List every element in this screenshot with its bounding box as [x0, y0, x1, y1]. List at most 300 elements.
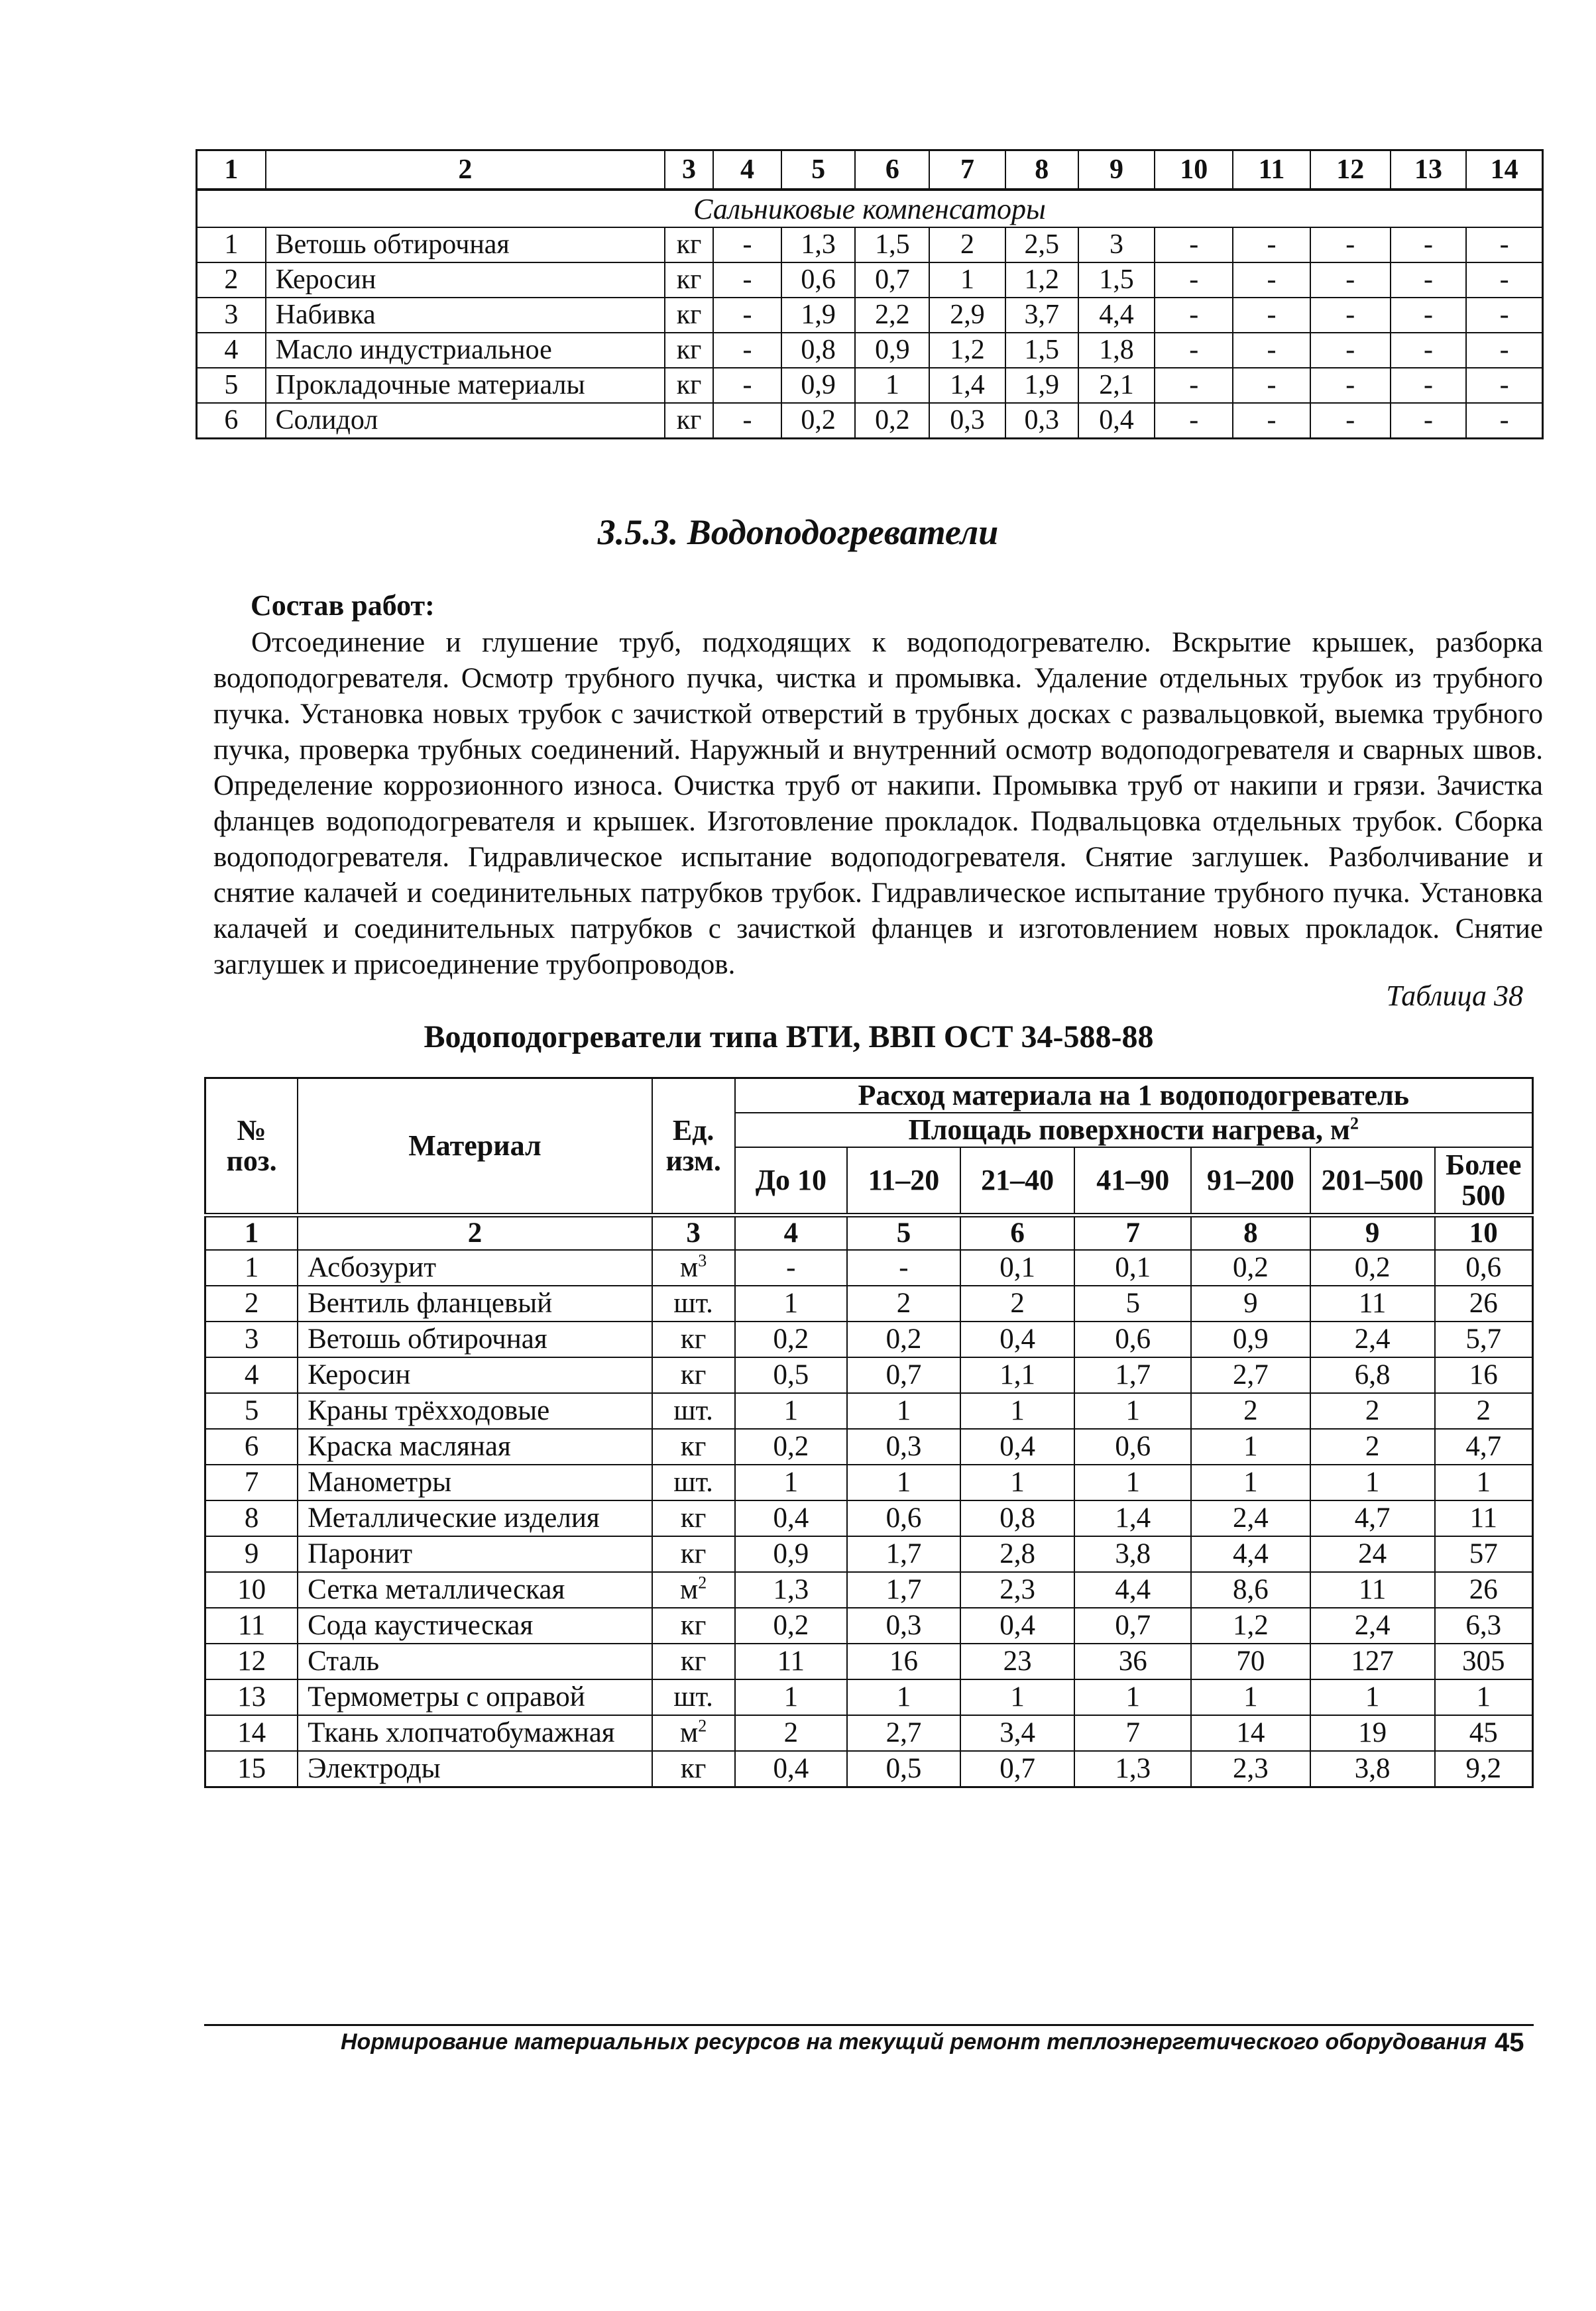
- consumption-header: Расход материала на 1 водоподогреватель: [735, 1078, 1533, 1113]
- table-row: [205, 1751, 1533, 1787]
- table-cell: -: [1466, 298, 1542, 333]
- table-cell: -: [1310, 333, 1391, 368]
- value-cell: 1,7: [1074, 1357, 1191, 1393]
- value-cell: 2: [847, 1286, 960, 1322]
- value-cell: 1: [735, 1679, 848, 1715]
- table-number: Таблица 38: [1386, 980, 1523, 1012]
- value-cell: 19: [1310, 1715, 1435, 1751]
- table-row: [205, 1644, 1533, 1679]
- value-cell: 0,6: [1435, 1250, 1533, 1286]
- unit-cell: $м^2$: [652, 1572, 735, 1608]
- material-header: Материал: [298, 1078, 652, 1215]
- value-cell: 4,7: [1435, 1429, 1533, 1465]
- table-cell: 1,5: [1078, 262, 1155, 298]
- value-cell: 0,4: [960, 1322, 1075, 1357]
- value-cell: 0,2: [735, 1608, 848, 1644]
- value-cell: 1: [1074, 1679, 1191, 1715]
- position-cell: 9: [205, 1536, 298, 1572]
- value-cell: 6,8: [1310, 1357, 1435, 1393]
- unit-cell: $м^2$: [652, 1715, 735, 1751]
- value-cell: 16: [847, 1644, 960, 1679]
- column-number: 7: [929, 150, 1005, 190]
- table-row: [197, 298, 1543, 333]
- table-cell: 0,3: [929, 403, 1005, 439]
- value-cell: 0,7: [847, 1357, 960, 1393]
- column-number: 2: [298, 1215, 652, 1251]
- page-number: 45: [1495, 2028, 1524, 2057]
- value-cell: 1,1: [960, 1357, 1075, 1393]
- footer-rule: [204, 2024, 1534, 2026]
- value-cell: 4,7: [1310, 1500, 1435, 1536]
- table-cell: -: [1233, 262, 1310, 298]
- column-number: 6: [960, 1215, 1075, 1251]
- table-cell: -: [1233, 298, 1310, 333]
- value-cell: 2,7: [1191, 1357, 1310, 1393]
- value-cell: 1: [735, 1286, 848, 1322]
- material-name: Асбозурит: [298, 1250, 652, 1286]
- position-cell: 13: [205, 1679, 298, 1715]
- table-cell: 2: [197, 262, 266, 298]
- value-cell: 305: [1435, 1644, 1533, 1679]
- value-cell: 1: [735, 1465, 848, 1500]
- value-cell: 0,4: [960, 1429, 1075, 1465]
- value-cell: 36: [1074, 1644, 1191, 1679]
- position-header: № поз.: [205, 1078, 298, 1215]
- table-cell: 1,5: [855, 227, 929, 262]
- table-row: [197, 368, 1543, 403]
- column-number: 8: [1005, 150, 1078, 190]
- material-name: Металлические изделия: [298, 1500, 652, 1536]
- position-cell: 12: [205, 1644, 298, 1679]
- table-row: [205, 1536, 1533, 1572]
- table-row: [205, 1679, 1533, 1715]
- gland-compensators-table: [196, 149, 1544, 439]
- heating-area-header: Площадь поверхности нагрева, $м^2$: [735, 1113, 1533, 1147]
- column-number: 7: [1074, 1215, 1191, 1251]
- table-row: [205, 1715, 1533, 1751]
- table-cell: -: [1310, 403, 1391, 439]
- value-cell: 3,8: [1310, 1751, 1435, 1787]
- column-number: 12: [1310, 150, 1391, 190]
- table-cell: 1: [855, 368, 929, 403]
- value-cell: 1: [1310, 1465, 1435, 1500]
- unit-cell: шт.: [652, 1679, 735, 1715]
- column-number-row: [197, 150, 1543, 190]
- value-cell: 2: [1191, 1393, 1310, 1429]
- table-cell: кг: [665, 333, 713, 368]
- unit-cell: шт.: [652, 1286, 735, 1322]
- value-cell: 1,2: [1191, 1608, 1310, 1644]
- table-cell: 1,3: [781, 227, 855, 262]
- table-caption: Водоподогреватели типа ВТИ, ВВП ОСТ 34-588-88: [424, 1019, 1154, 1054]
- value-cell: 3,4: [960, 1715, 1075, 1751]
- value-cell: 0,6: [1074, 1322, 1191, 1357]
- range-header: 41–90: [1074, 1147, 1191, 1215]
- table-cell: -: [713, 262, 781, 298]
- value-cell: 14: [1191, 1715, 1310, 1751]
- column-number: 13: [1391, 150, 1466, 190]
- range-header: 21–40: [960, 1147, 1075, 1215]
- material-name: Масло индустриальное: [266, 333, 665, 368]
- table-cell: -: [1233, 333, 1310, 368]
- unit-header: Ед. изм.: [652, 1078, 735, 1215]
- table-row: [197, 227, 1543, 262]
- value-cell: 2: [1435, 1393, 1533, 1429]
- material-name: Ветошь обтирочная: [266, 227, 665, 262]
- column-number: 9: [1310, 1215, 1435, 1251]
- unit-cell: кг: [652, 1322, 735, 1357]
- value-cell: 0,9: [1191, 1322, 1310, 1357]
- table-cell: -: [713, 298, 781, 333]
- column-number: 3: [665, 150, 713, 190]
- value-cell: 127: [1310, 1644, 1435, 1679]
- value-cell: 1: [1074, 1393, 1191, 1429]
- position-cell: 10: [205, 1572, 298, 1608]
- range-header: До 10: [735, 1147, 848, 1215]
- table-cell: 4: [197, 333, 266, 368]
- value-cell: 2: [735, 1715, 848, 1751]
- table-cell: 0,4: [1078, 403, 1155, 439]
- value-cell: 0,7: [960, 1751, 1075, 1787]
- value-cell: 23: [960, 1644, 1075, 1679]
- value-cell: 70: [1191, 1644, 1310, 1679]
- table-row: [205, 1429, 1533, 1465]
- material-name: Манометры: [298, 1465, 652, 1500]
- value-cell: 4,4: [1074, 1572, 1191, 1608]
- value-cell: 8,6: [1191, 1572, 1310, 1608]
- material-name: Сталь: [298, 1644, 652, 1679]
- value-cell: 0,2: [1191, 1250, 1310, 1286]
- material-name: Прокладочные материалы: [266, 368, 665, 403]
- position-cell: 3: [205, 1322, 298, 1357]
- unit-cell: кг: [652, 1644, 735, 1679]
- value-cell: 5,7: [1435, 1322, 1533, 1357]
- table-cell: -: [1155, 368, 1233, 403]
- table-cell: -: [1391, 368, 1466, 403]
- table-row: [205, 1322, 1533, 1357]
- value-cell: 1,3: [1074, 1751, 1191, 1787]
- value-cell: 0,3: [847, 1608, 960, 1644]
- column-number: 14: [1466, 150, 1542, 190]
- value-cell: 0,6: [1074, 1429, 1191, 1465]
- table-cell: -: [1155, 262, 1233, 298]
- table-cell: 0,8: [781, 333, 855, 368]
- value-cell: 2,7: [847, 1715, 960, 1751]
- table-cell: кг: [665, 368, 713, 403]
- value-cell: 2: [1310, 1429, 1435, 1465]
- column-number: 5: [847, 1215, 960, 1251]
- material-name: Ветошь обтирочная: [298, 1322, 652, 1357]
- value-cell: 1: [1435, 1465, 1533, 1500]
- table-cell: -: [1391, 403, 1466, 439]
- value-cell: 2,4: [1191, 1500, 1310, 1536]
- value-cell: 6,3: [1435, 1608, 1533, 1644]
- table-cell: -: [1310, 298, 1391, 333]
- value-cell: 9,2: [1435, 1751, 1533, 1787]
- table-cell: 0,9: [855, 333, 929, 368]
- value-cell: 1: [847, 1393, 960, 1429]
- table-row: [205, 1465, 1533, 1500]
- table-cell: -: [1391, 298, 1466, 333]
- value-cell: 2,3: [1191, 1751, 1310, 1787]
- value-cell: 2,4: [1310, 1608, 1435, 1644]
- table-cell: -: [1310, 368, 1391, 403]
- table-row: [197, 262, 1543, 298]
- value-cell: 0,7: [1074, 1608, 1191, 1644]
- value-cell: 1: [1191, 1679, 1310, 1715]
- value-cell: 2,3: [960, 1572, 1075, 1608]
- work-scope-heading: Состав работ:: [251, 589, 435, 622]
- column-number: 10: [1155, 150, 1233, 190]
- value-cell: 1: [960, 1393, 1075, 1429]
- value-cell: 1: [847, 1465, 960, 1500]
- column-number: 10: [1435, 1215, 1533, 1251]
- material-name: Солидол: [266, 403, 665, 439]
- material-name: Сода каустическая: [298, 1608, 652, 1644]
- position-cell: 5: [205, 1393, 298, 1429]
- material-name: Термометры с оправой: [298, 1679, 652, 1715]
- value-cell: 24: [1310, 1536, 1435, 1572]
- table-row: [205, 1286, 1533, 1322]
- unit-cell: шт.: [652, 1465, 735, 1500]
- section-title: 3.5.3. Водоподогреватели: [597, 512, 999, 552]
- table-row: [205, 1357, 1533, 1393]
- table-row: [205, 1608, 1533, 1644]
- value-cell: 0,4: [960, 1608, 1075, 1644]
- position-cell: 2: [205, 1286, 298, 1322]
- value-cell: 1: [1435, 1679, 1533, 1715]
- table-cell: 4,4: [1078, 298, 1155, 333]
- table-cell: -: [713, 403, 781, 439]
- table-cell: 0,2: [855, 403, 929, 439]
- value-cell: 1: [1191, 1429, 1310, 1465]
- position-cell: 8: [205, 1500, 298, 1536]
- material-name: Паронит: [298, 1536, 652, 1572]
- value-cell: 0,1: [960, 1250, 1075, 1286]
- value-cell: 1: [1074, 1465, 1191, 1500]
- table-cell: 6: [197, 403, 266, 439]
- position-cell: 6: [205, 1429, 298, 1465]
- table-row: [205, 1572, 1533, 1608]
- table-section-title: Сальниковые компенсаторы: [197, 190, 1543, 227]
- column-number: 5: [781, 150, 855, 190]
- table-row: [205, 1500, 1533, 1536]
- table-cell: -: [1155, 298, 1233, 333]
- value-cell: 0,2: [1310, 1250, 1435, 1286]
- table-cell: -: [1233, 368, 1310, 403]
- table-cell: -: [1391, 333, 1466, 368]
- value-cell: 0,9: [735, 1536, 848, 1572]
- table-cell: 1: [929, 262, 1005, 298]
- table-cell: 2,5: [1005, 227, 1078, 262]
- value-cell: 0,6: [847, 1500, 960, 1536]
- unit-cell: кг: [652, 1500, 735, 1536]
- value-cell: 26: [1435, 1572, 1533, 1608]
- table-cell: 1,5: [1005, 333, 1078, 368]
- table-cell: -: [1466, 262, 1542, 298]
- table-cell: 1,4: [929, 368, 1005, 403]
- table-cell: -: [1466, 403, 1542, 439]
- table-cell: 1,8: [1078, 333, 1155, 368]
- table-cell: 1,2: [929, 333, 1005, 368]
- position-cell: 15: [205, 1751, 298, 1787]
- table-cell: -: [1391, 262, 1466, 298]
- value-cell: 2,8: [960, 1536, 1075, 1572]
- table-cell: -: [1233, 227, 1310, 262]
- column-number: 11: [1233, 150, 1310, 190]
- material-name: Электроды: [298, 1751, 652, 1787]
- water-heaters-table: [204, 1077, 1534, 1788]
- table-row: [197, 403, 1543, 439]
- table-cell: -: [1233, 403, 1310, 439]
- unit-cell: кг: [652, 1357, 735, 1393]
- table-cell: 0,2: [781, 403, 855, 439]
- value-cell: 3,8: [1074, 1536, 1191, 1572]
- table-row: [205, 1250, 1533, 1286]
- value-cell: 0,1: [1074, 1250, 1191, 1286]
- table-cell: -: [1155, 227, 1233, 262]
- table-cell: кг: [665, 298, 713, 333]
- value-cell: 1: [847, 1679, 960, 1715]
- unit-cell: кг: [652, 1751, 735, 1787]
- footer-title: Нормирование материальных ресурсов на текущий ремонт теплоэнергетического оборудования: [341, 2029, 1487, 2055]
- material-name: Краны трёхходовые: [298, 1393, 652, 1429]
- value-cell: 45: [1435, 1715, 1533, 1751]
- table-cell: 5: [197, 368, 266, 403]
- table-cell: 1,2: [1005, 262, 1078, 298]
- value-cell: 0,3: [847, 1429, 960, 1465]
- value-cell: -: [847, 1250, 960, 1286]
- value-cell: 4,4: [1191, 1536, 1310, 1572]
- unit-cell: кг: [652, 1608, 735, 1644]
- value-cell: 0,5: [735, 1357, 848, 1393]
- value-cell: 5: [1074, 1286, 1191, 1322]
- value-cell: 0,2: [735, 1322, 848, 1357]
- table-cell: 1: [197, 227, 266, 262]
- value-cell: 0,2: [735, 1429, 848, 1465]
- value-cell: 1: [1191, 1465, 1310, 1500]
- unit-cell: шт.: [652, 1393, 735, 1429]
- unit-cell: кг: [652, 1429, 735, 1465]
- material-name: Керосин: [266, 262, 665, 298]
- table-cell: -: [1310, 262, 1391, 298]
- column-number: 1: [197, 150, 266, 190]
- column-number: 4: [735, 1215, 848, 1251]
- table-cell: 3: [197, 298, 266, 333]
- table-cell: -: [713, 227, 781, 262]
- position-cell: 4: [205, 1357, 298, 1393]
- value-cell: 11: [1435, 1500, 1533, 1536]
- column-number: 3: [652, 1215, 735, 1251]
- table-cell: -: [713, 333, 781, 368]
- value-cell: 11: [1310, 1286, 1435, 1322]
- table-cell: 2,1: [1078, 368, 1155, 403]
- position-cell: 1: [205, 1250, 298, 1286]
- material-name: Краска масляная: [298, 1429, 652, 1465]
- value-cell: 11: [735, 1644, 848, 1679]
- value-cell: 1: [960, 1465, 1075, 1500]
- value-cell: 2: [960, 1286, 1075, 1322]
- value-cell: 1,3: [735, 1572, 848, 1608]
- table-cell: -: [1466, 333, 1542, 368]
- value-cell: 16: [1435, 1357, 1533, 1393]
- column-number: 9: [1078, 150, 1155, 190]
- position-cell: 11: [205, 1608, 298, 1644]
- table-cell: -: [1391, 227, 1466, 262]
- table-row: [197, 333, 1543, 368]
- range-header: 91–200: [1191, 1147, 1310, 1215]
- table-cell: 0,7: [855, 262, 929, 298]
- table-cell: 0,3: [1005, 403, 1078, 439]
- table-cell: кг: [665, 262, 713, 298]
- value-cell: 1,4: [1074, 1500, 1191, 1536]
- position-cell: 14: [205, 1715, 298, 1751]
- table-cell: 0,6: [781, 262, 855, 298]
- value-cell: 1: [735, 1393, 848, 1429]
- table-cell: -: [1466, 368, 1542, 403]
- table-cell: -: [1466, 227, 1542, 262]
- value-cell: 0,2: [847, 1322, 960, 1357]
- material-name: Керосин: [298, 1357, 652, 1393]
- value-cell: 26: [1435, 1286, 1533, 1322]
- column-number: 4: [713, 150, 781, 190]
- material-name: Вентиль фланцевый: [298, 1286, 652, 1322]
- value-cell: 0,8: [960, 1500, 1075, 1536]
- table-cell: 1,9: [1005, 368, 1078, 403]
- table-cell: 3: [1078, 227, 1155, 262]
- value-cell: 11: [1310, 1572, 1435, 1608]
- table-cell: кг: [665, 227, 713, 262]
- column-number: 8: [1191, 1215, 1310, 1251]
- range-header: Более 500: [1435, 1147, 1533, 1215]
- table-cell: -: [713, 368, 781, 403]
- column-number: 6: [855, 150, 929, 190]
- value-cell: 57: [1435, 1536, 1533, 1572]
- value-cell: 1: [1310, 1679, 1435, 1715]
- table-cell: 2,2: [855, 298, 929, 333]
- table-cell: -: [1155, 403, 1233, 439]
- value-cell: 1,7: [847, 1536, 960, 1572]
- table-cell: 0,9: [781, 368, 855, 403]
- value-cell: 0,5: [847, 1751, 960, 1787]
- value-cell: 0,4: [735, 1500, 848, 1536]
- value-cell: 1,7: [847, 1572, 960, 1608]
- range-header: 11–20: [847, 1147, 960, 1215]
- material-name: Ткань хлопчатобумажная: [298, 1715, 652, 1751]
- table-cell: -: [1155, 333, 1233, 368]
- value-cell: 1: [960, 1679, 1075, 1715]
- material-name: Сетка металлическая: [298, 1572, 652, 1608]
- unit-cell: кг: [652, 1536, 735, 1572]
- table-row: [205, 1393, 1533, 1429]
- material-name: Набивка: [266, 298, 665, 333]
- value-cell: 0,4: [735, 1751, 848, 1787]
- value-cell: -: [735, 1250, 848, 1286]
- range-header: 201–500: [1310, 1147, 1435, 1215]
- table-header-row: [205, 1078, 1533, 1113]
- table-cell: 1,9: [781, 298, 855, 333]
- table-cell: 3,7: [1005, 298, 1078, 333]
- column-number-row: [205, 1215, 1533, 1251]
- column-number: 1: [205, 1215, 298, 1251]
- position-cell: 7: [205, 1465, 298, 1500]
- value-cell: 7: [1074, 1715, 1191, 1751]
- value-cell: 9: [1191, 1286, 1310, 1322]
- value-cell: 2: [1310, 1393, 1435, 1429]
- table-cell: 2,9: [929, 298, 1005, 333]
- column-number: 2: [266, 150, 665, 190]
- table-cell: кг: [665, 403, 713, 439]
